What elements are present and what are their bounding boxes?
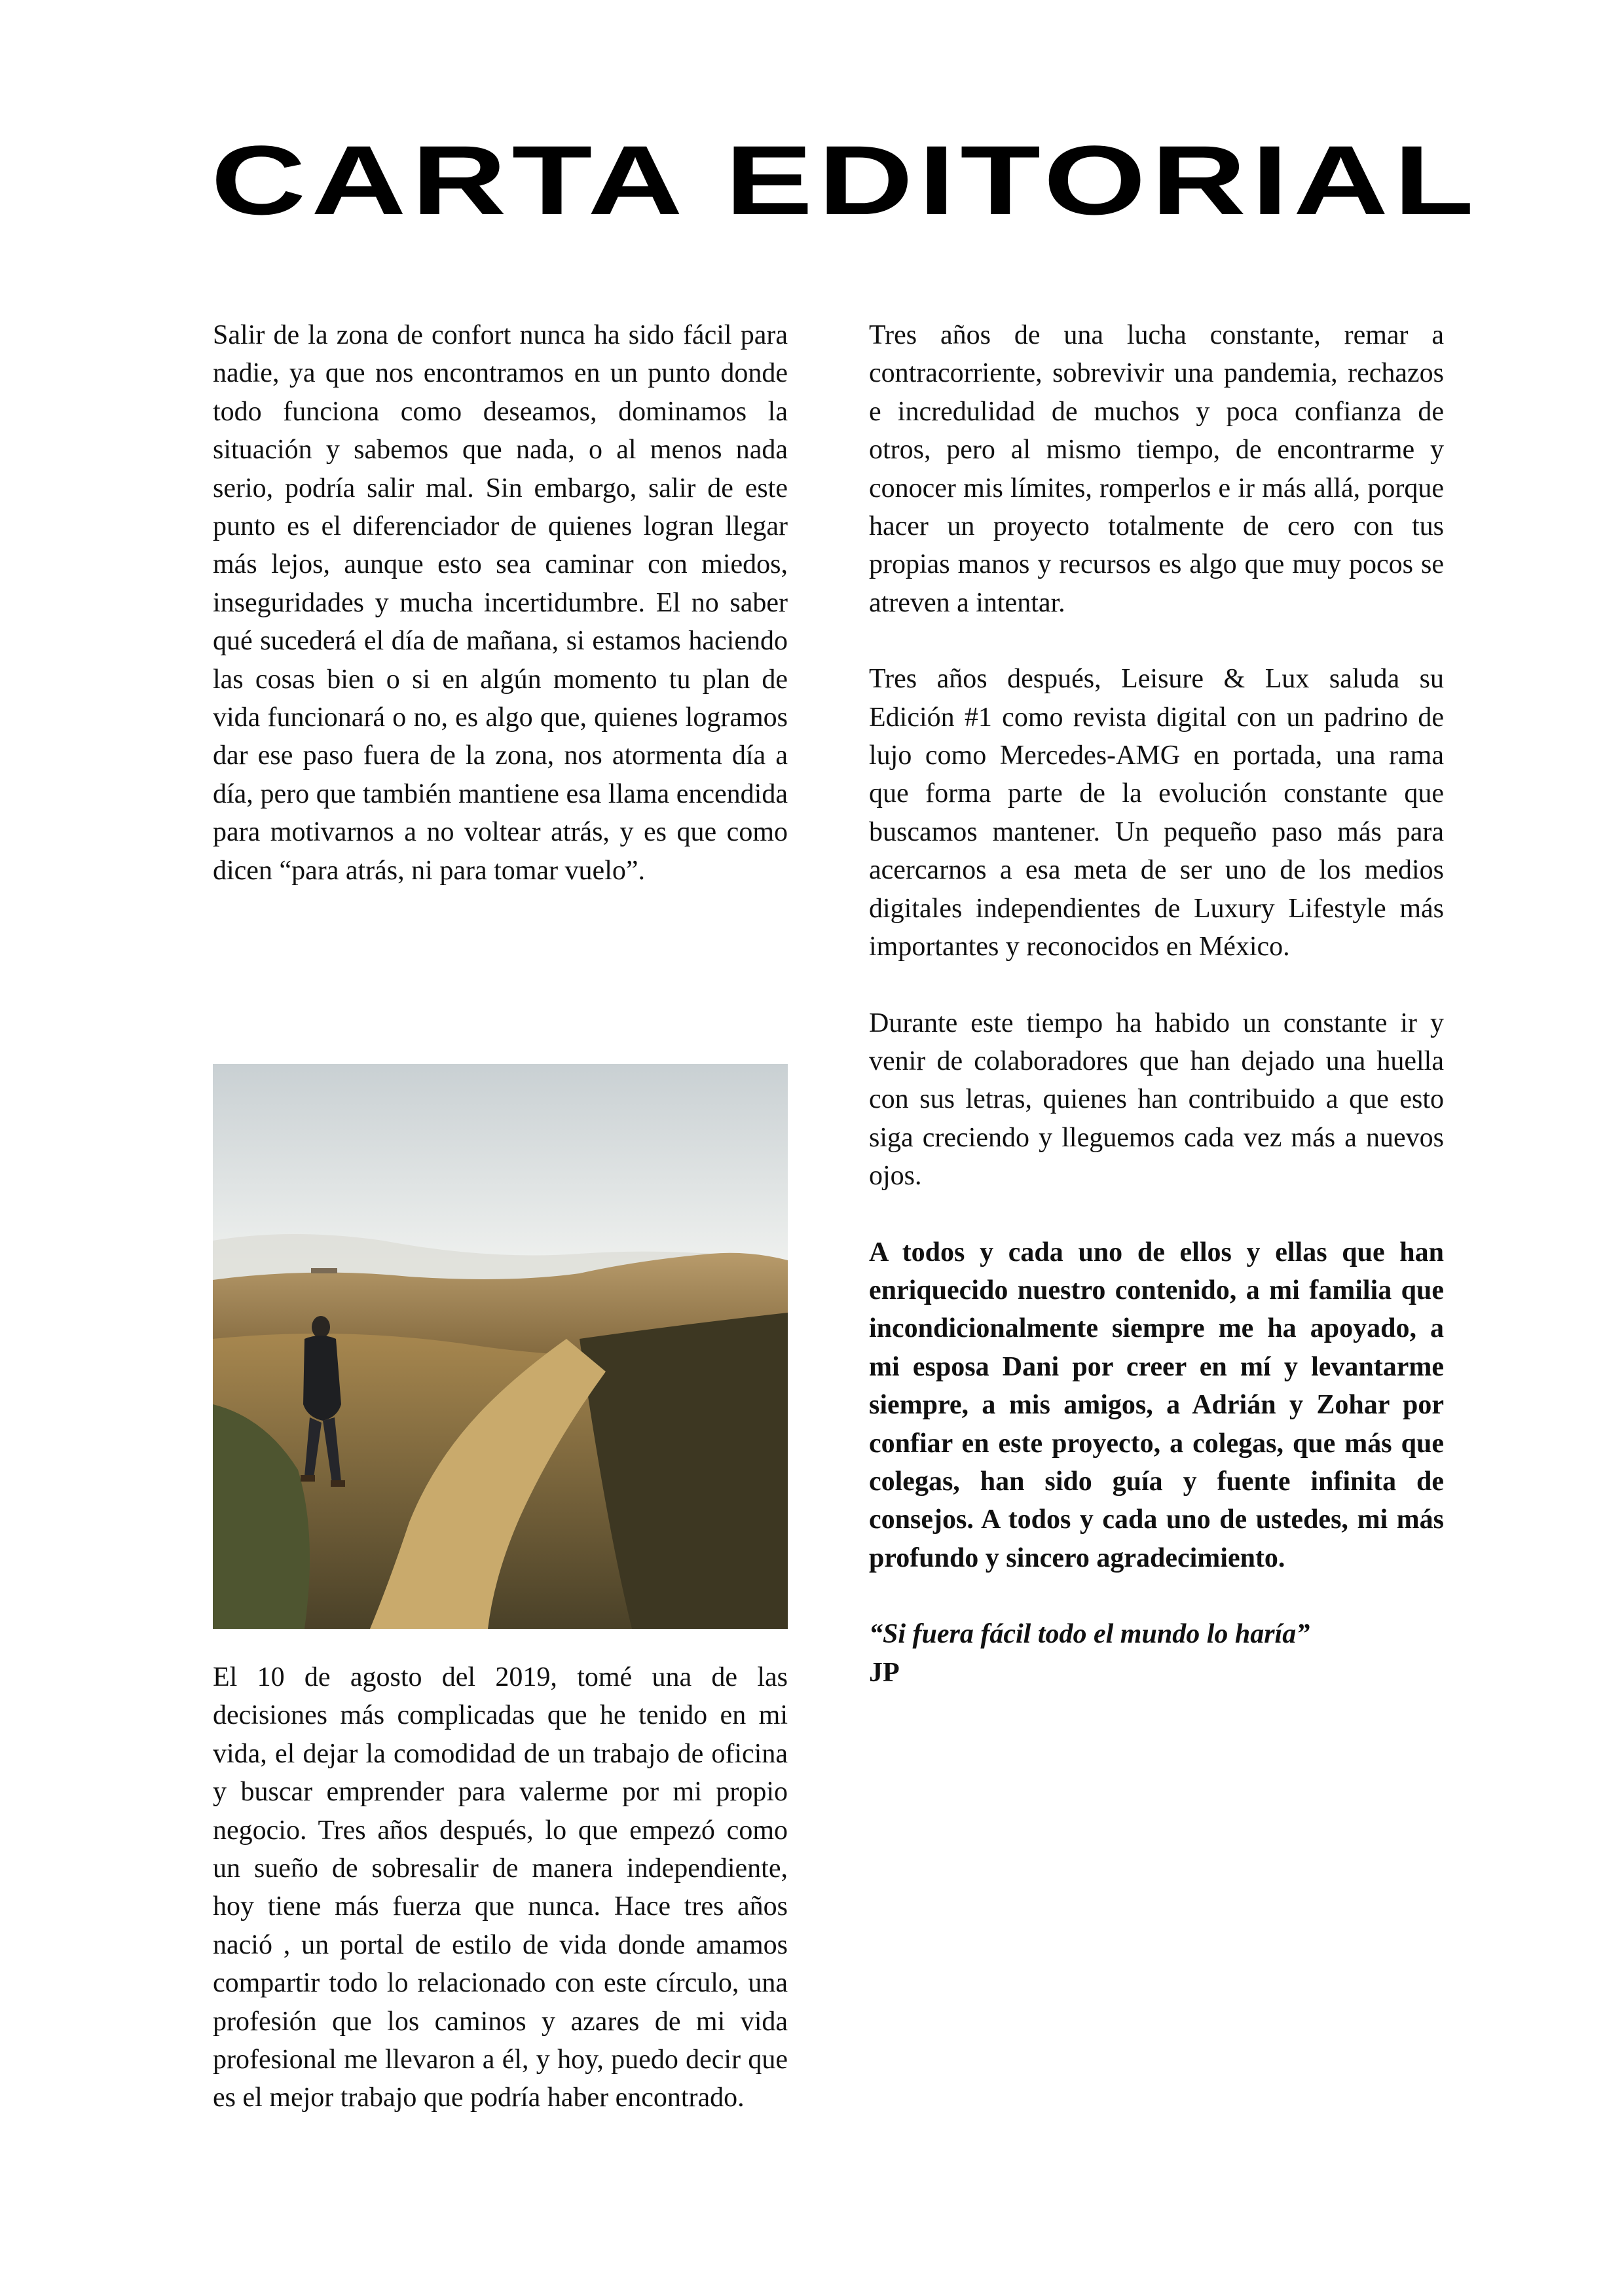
thanks-paragraph: A todos y cada uno de ellos y ellas que han enriquecido nuestro contenido, a mi familia que incondicionalmente siempre me ha apoyado, a mi esposa Dani por creer en mí y levantarme siempre, a mis amigos, a Adrián y Zohar por confiar en este proyecto, a colegas, que más que colegas, han sido guía y fuente infinita de consejos. A todos y cada uno de ustedes, mi más profundo y sincero agradecimiento.	[869, 1237, 1444, 1573]
struggle-paragraph: Tres años de una lucha constante, remar a contracorriente, sobrevivir una pandemia, rechazos e incredulidad de muchos y poca confianza de otros, pero al mismo tiempo, de encontrarme y conocer mis límites, romperlos e ir más allá, porque hacer un proyecto totalmente de cero con tus propias manos y recursos es algo que muy pocos se atreven a intentar.	[869, 320, 1444, 618]
page-title: CARTA EDITORIAL	[211, 125, 1479, 235]
hiker-photo	[213, 1064, 788, 1629]
story-paragraph: El 10 de agosto del 2019, tomé una de las decisiones más complicadas que he tenido en mi vida, el dejar la comodidad de un trabajo de oficina y buscar emprender para valerme por mi propio negocio. Tres años después, lo que empezó como un sueño de sobresalir de manera independiente, hoy tiene más fuerza que nunca. Hace tres años nació , un portal de estilo de vida donde amamos compartir todo lo relacionado con este círculo, una profesión que los caminos y azares de mi vida profesional me llevaron a él, y hoy, puedo decir que es el mejor trabajo que podría haber encontrado.	[213, 1662, 788, 2113]
edition-paragraph: Tres años después, Leisure & Lux saluda su Edición #1 como revista digital con un padrino de lujo como Mercedes-AMG en portada, una rama que forma parte de la evolución constante que buscamos mantener. Un pequeño paso más para acercarnos a esa meta de ser uno de los medios digitales independientes de Luxury Lifestyle más importantes y reconocidos en México.	[869, 664, 1444, 962]
left-column-bottom	[213, 1658, 788, 2117]
closing-quote: “Si fuera fácil todo el mundo lo haría”	[869, 1619, 1310, 1650]
left-column-top	[213, 316, 788, 890]
signature: JP	[869, 1657, 900, 1688]
right-column	[869, 316, 1444, 1692]
landscape-image	[213, 1064, 788, 1629]
collaborators-paragraph: Durante este tiempo ha habido un constante ir y venir de colaboradores que han dejado una huella con sus letras, quienes han contribuido a que esto siga creciendo y lleguemos cada vez más a nuevos ojos.	[869, 1008, 1444, 1192]
intro-paragraph: Salir de la zona de confort nunca ha sido fácil para nadie, ya que nos encontramos en un punto donde todo funciona como deseamos, dominamos la situación y sabemos que nada, o al menos nada serio, podría salir mal. Sin embargo, salir de este punto es el diferenciador de quienes logran llegar más lejos, aunque esto sea caminar con miedos, inseguridades y mucha incertidumbre. El no saber qué sucederá el día de mañana, si estamos haciendo las cosas bien o si en algún momento tu plan de vida funcionará o no, es algo que, quienes logramos dar ese paso fuera de la zona, nos atormenta día a día, pero que también mantiene esa llama encendida para motivarnos a no voltear atrás, y es que como dicen “para atrás, ni para tomar vuelo”.	[213, 320, 788, 886]
